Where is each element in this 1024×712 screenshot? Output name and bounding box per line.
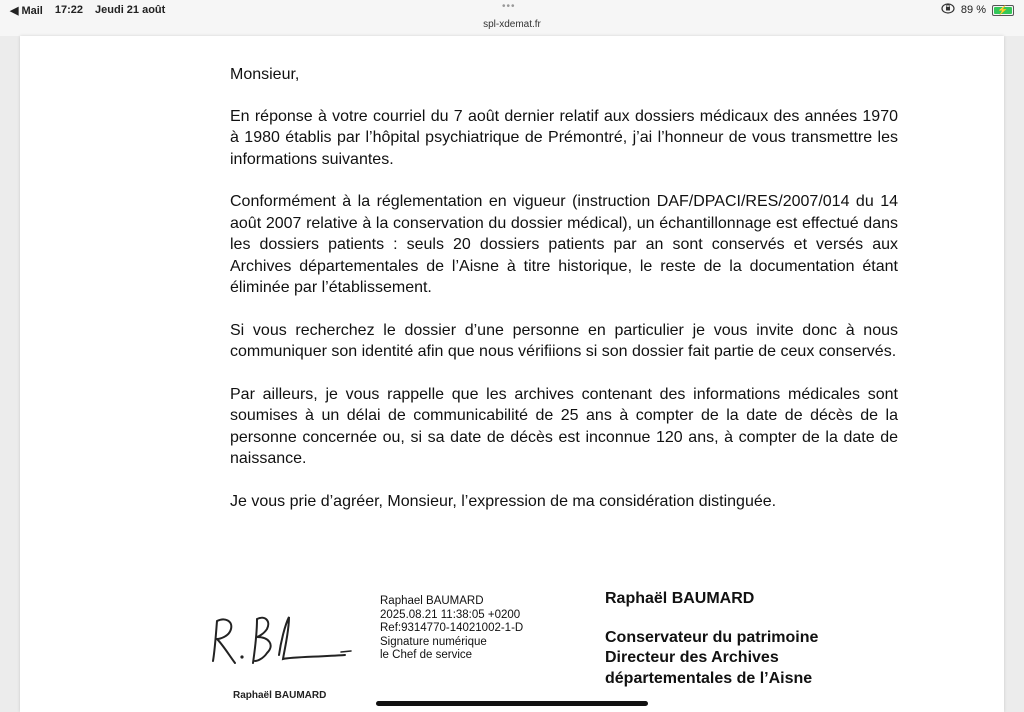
stamp-signer-name: Raphaël BAUMARD (233, 690, 327, 701)
digital-signer-name: Raphael BAUMARD (380, 595, 484, 607)
back-to-mail-button[interactable] (10, 4, 43, 17)
signer-title-line: Conservateur du patrimoine (605, 628, 819, 646)
back-label: Mail (21, 4, 43, 17)
multitasking-dots-icon[interactable]: ••• (502, 1, 516, 12)
digital-signature-type: Signature numérique (380, 635, 487, 648)
letter-body (230, 64, 898, 533)
status-bar (0, 0, 1024, 36)
paragraph-regulation: Conformément à la réglementation en vigueur (instruction DAF/DPACI/RES/2007/014 du 14 août 2007 relative à la conservation du dossier médical), un échantillonnage est effectué dans les dossiers patients : seuls 20 dossiers patients par an sont conservés et versés aux Archives départementales de l’Aisne à titre historique, le reste de la documentation étant éliminée par l’établissement. (230, 193, 898, 296)
signer-block (605, 589, 818, 689)
orientation-lock-icon (941, 3, 955, 17)
battery-icon (992, 5, 1014, 16)
signer-title (605, 628, 818, 690)
digital-signature-role: le Chef de service (380, 649, 473, 661)
paragraph-communicability: Par ailleurs, je vous rappelle que les archives contenant des informations médicales sont soumises à un délai de communicabilité de 25 ans à compter de la date de décès de la personne concernée ou, si sa date de décès est inconnue 120 ans, à compter de la date de naissance. (230, 385, 898, 467)
digital-signature-timestamp: 2025.08.21 11:38:05 +0200 (380, 608, 521, 621)
clock-date: Jeudi 21 août (95, 4, 166, 16)
closing-formula: Je vous prie d’agréer, Monsieur, l’expression de ma considération distinguée. (230, 492, 777, 510)
document-page (20, 36, 1004, 712)
paragraph-request: En réponse à votre courriel du 7 août dernier relatif aux dossiers médicaux des années 1970 à 1980 établis par l’hôpital psychiatrique de Prémontré, j’ai l’honneur de vous transmettre les informations suivantes. (230, 107, 898, 168)
signer-title-line: Directeur des Archives (605, 649, 779, 666)
salutation: Monsieur, (230, 66, 300, 83)
battery-percent: 89 % (960, 4, 986, 16)
digital-signature-block (380, 595, 523, 663)
back-arrow-icon: ◀ (10, 5, 19, 17)
home-indicator[interactable] (376, 701, 648, 706)
page-url[interactable]: spl-xdemat.fr (483, 19, 541, 30)
paragraph-search: Si vous recherchez le dossier d’une personne en particulier je vous invite donc à nous communiquer son identité afin que nous vérifiions si son dossier fait partie de ceux conservés. (230, 321, 898, 360)
digital-signature-ref: Ref:9314770-14021002-1-D (380, 622, 524, 634)
signer-title-line: départementales de l’Aisne (605, 669, 813, 687)
signer-name: Raphaël BAUMARD (605, 590, 755, 607)
handwritten-signature (205, 611, 355, 667)
charging-bolt-icon: ⚡ (997, 4, 1009, 15)
clock-time: 17:22 (54, 4, 84, 16)
